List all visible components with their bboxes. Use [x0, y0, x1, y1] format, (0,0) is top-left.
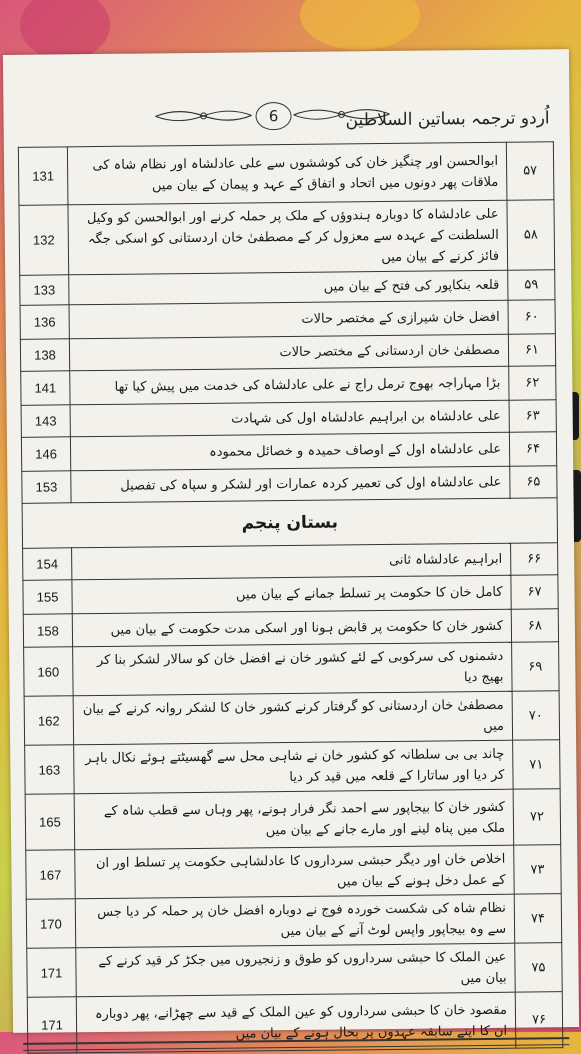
- page-ref: 132: [19, 205, 69, 276]
- toc-row: [19, 200, 555, 276]
- toc-row: [23, 609, 558, 648]
- page-ref: 141: [21, 371, 70, 406]
- toc-row: [24, 691, 559, 746]
- chapter-number: ۷۲: [513, 789, 561, 845]
- chapter-number: ۶۵: [510, 466, 557, 498]
- page-ref: 155: [23, 580, 72, 615]
- chapter-title: افضل خان شیرازی کے مختصر حالات: [69, 300, 508, 339]
- chapter-number: ۶۰: [508, 300, 555, 334]
- page-ref: 136: [20, 305, 69, 340]
- chapter-number: ۵۹: [508, 270, 555, 300]
- chapter-number: ۶۲: [509, 366, 556, 400]
- chapter-number: ۷۰: [512, 691, 560, 740]
- chapter-title: مقصود خان کا حبشی سرداروں کو عین الملک کے قید سے چھڑانے، پھر دوبارہ ان کا اپنے سابقہ عہدوں پر بحال ہونے کے بیان میں: [76, 992, 516, 1053]
- chapter-title: علی عادلشاہ کا دوبارہ ہندوؤں کے ملک پر حملہ کرنے اور ابوالحسن کو وکیل السلطنت کے عہدہ سے معزول کر کے مصطفیٰ خان اردستانی کو اسکی جگہ فائز کرنے کے بیان میں: [68, 200, 508, 275]
- page-ref: 158: [23, 614, 72, 648]
- chapter-number: ۶۴: [509, 432, 556, 466]
- chapter-number: ۷۱: [513, 740, 561, 789]
- page-header: [3, 95, 569, 147]
- chapter-number: ۶۸: [511, 609, 558, 642]
- chapter-title: دشمنوں کی سرکوبی کے لئے کشور خان نے افضل خان کو سالار لشکر بنا کر بھیج دیا: [73, 642, 512, 696]
- toc-row: [26, 845, 561, 900]
- chapter-title: علی عادلشاہ اول کی تعمیر کردہ عمارات اور لشکر و سپاہ کی تفصیل: [71, 466, 510, 503]
- chapter-number: ۶۳: [509, 400, 556, 432]
- toc-row: [21, 432, 556, 472]
- toc-row: [27, 943, 562, 998]
- toc-row: [23, 575, 558, 615]
- chapter-number: ۶۷: [511, 575, 558, 609]
- chapter-title: ابوالحسن اور چنگیز خان کی کوششوں سے علی عادلشاہ اور نظام شاہ کی ملاقات پھر دونوں میں اتحاد و اتفاق کے عہد و پیمان کے بیان میں: [67, 142, 507, 205]
- chapter-title: چاند بی بی سلطانہ کو کشور خان نے شاہی محل سے گھسیٹتے ہوئے نکال باہر کر دیا اور ساتارا کے قلعہ میں قید کر دیا: [74, 740, 513, 794]
- page-ref: 133: [20, 275, 69, 306]
- chapter-title: بڑا مہاراجہ بھوج ترمل راج نے علی عادلشاہ کی خدمت میں پیش کیا تھا: [70, 366, 509, 405]
- section-row: [22, 498, 557, 549]
- chapter-title: کشور خان کا بیجاپور سے احمد نگر فرار ہونے، پھر وہاں سے قطب شاہ کے ملک میں پناہ لینے اور مارے جانے کے بیان میں: [74, 789, 514, 850]
- fabric-pattern: [20, 0, 110, 60]
- page-ref: 162: [24, 696, 74, 746]
- chapter-title: قلعہ بنکاپور کی فتح کے بیان میں: [69, 270, 508, 305]
- page-number: 6: [255, 102, 291, 130]
- chapter-number: ۷۶: [515, 992, 563, 1048]
- page-ref: 131: [18, 147, 68, 206]
- chapter-number: ۷۵: [515, 943, 563, 992]
- chapter-title: مصطفیٰ خان اردستانی کو گرفتار کرنے کشور خان کا لشکر روانہ کرنے کے بیان میں: [73, 691, 512, 745]
- section-title: بستان پنجم: [22, 498, 557, 549]
- chapter-number: ۶۶: [511, 543, 558, 575]
- contents-table: [18, 141, 563, 1054]
- fabric-pattern: [300, 0, 420, 50]
- book-page: [3, 49, 579, 1042]
- toc-row: [26, 894, 561, 949]
- page-ref: 143: [21, 405, 70, 438]
- ornament-left: [153, 104, 253, 127]
- chapter-number: ۶۱: [508, 334, 555, 366]
- page-ref: 171: [27, 997, 77, 1054]
- toc-row: [25, 789, 561, 851]
- page-ref: 165: [25, 794, 75, 851]
- toc-row: [24, 642, 559, 697]
- chapter-number: ۷۴: [514, 894, 562, 943]
- chapter-number: ۶۹: [512, 642, 560, 691]
- page-ref: 146: [21, 437, 70, 472]
- page-ref: 171: [27, 948, 77, 998]
- toc-row: [20, 300, 555, 340]
- chapter-title: مصطفیٰ خان اردستانی کے مختصر حالات: [69, 334, 508, 371]
- chapter-title: کشور خان کا حکومت پر قابض ہونا اور اسکی مدت حکومت کے بیان میں: [72, 609, 511, 647]
- page-ref: 153: [22, 471, 71, 504]
- book-title: اُردو ترجمہ بساتین السلاطین: [345, 108, 550, 131]
- page-ref: 154: [23, 548, 72, 581]
- toc-row: [25, 740, 560, 795]
- chapter-title: ابراہیم عادلشاہ ثانی: [72, 543, 511, 580]
- page-ref: 138: [20, 339, 69, 372]
- chapter-title: علی عادلشاہ بن ابراہیم عادلشاہ اول کی شہادت: [70, 400, 509, 437]
- chapter-title: اخلاص خان اور دیگر حبشی سرداروں کا عادلشاہی حکومت پر تسلط اور ان کے عمل دخل ہونے کے بیان میں: [75, 845, 514, 899]
- chapter-title: عین الملک کا حبشی سرداروں کو طوق و زنجیروں میں جکڑ کر قید کرنے کے بیان میں: [76, 943, 515, 997]
- chapter-title: علی عادلشاہ اول کے اوصاف حمیدہ و خصائل محمودہ: [70, 432, 509, 471]
- page-ref: 167: [26, 850, 76, 900]
- page-ref: 163: [25, 745, 75, 795]
- chapter-title: کامل خان کا حکومت پر تسلط جمانے کے بیان میں: [72, 575, 511, 614]
- chapter-title: نظام شاہ کی شکست خوردہ فوج نے دوبارہ افضل خان پر حملہ کر دیا جس سے وہ بیجاپور واپس لوٹ آنے کے بیان میں: [75, 894, 514, 948]
- chapter-number: ۵۸: [507, 200, 555, 270]
- page-ref: 160: [24, 647, 74, 697]
- toc-row: [18, 142, 554, 206]
- toc-row: [21, 366, 556, 406]
- chapter-number: ۵۷: [506, 142, 554, 200]
- page-ref: 170: [26, 899, 76, 949]
- chapter-number: ۷۳: [514, 845, 562, 894]
